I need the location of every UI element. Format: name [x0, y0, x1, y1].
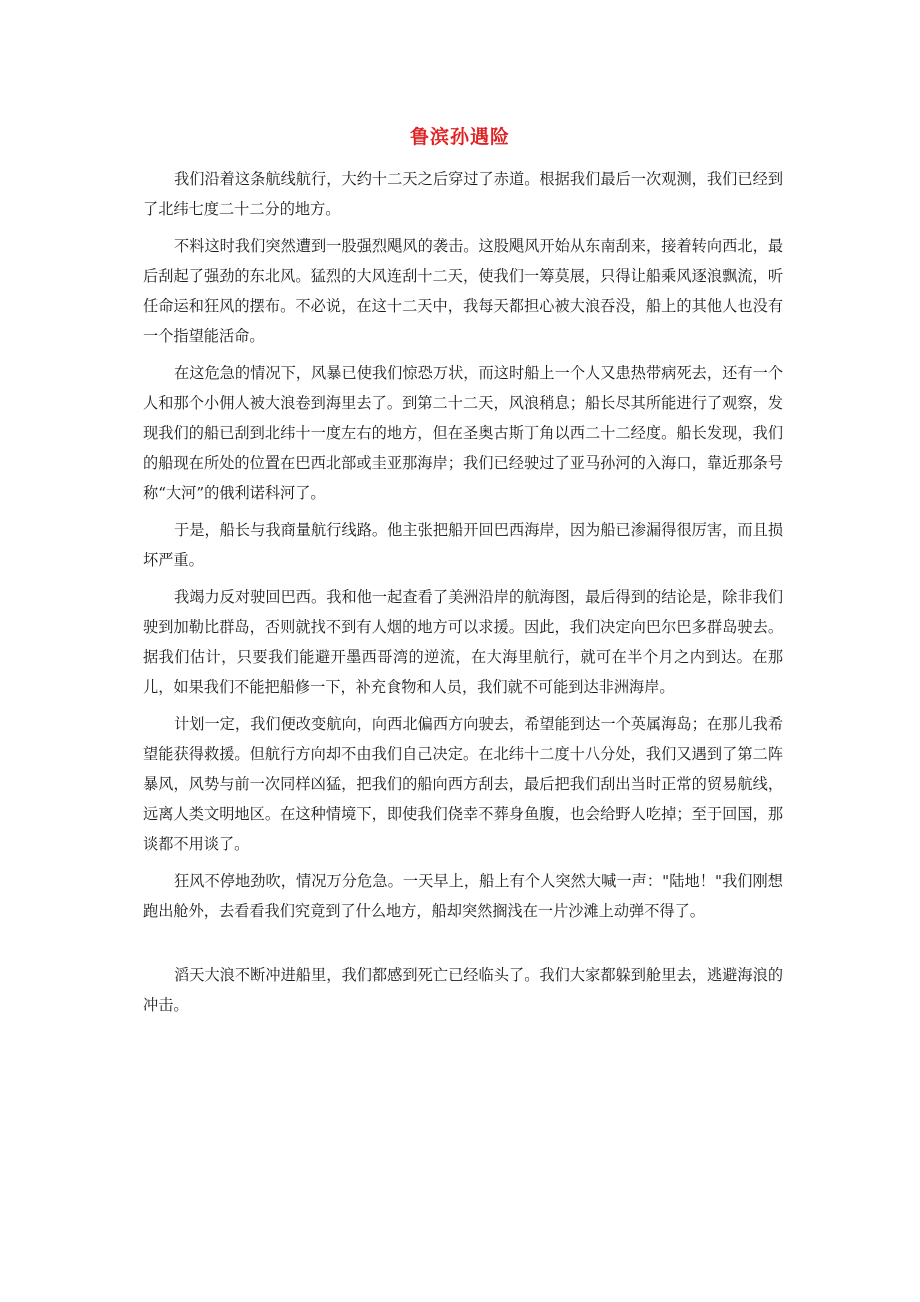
paragraph-8: 滔天大浪不断冲进船里，我们都感到死亡已经临头了。我们大家都躲到舱里去，逃避海浪的冲击。 — [143, 966, 783, 1014]
paragraph-3: 在这危急的情况下，风暴已使我们惊恐万状，而这时船上一个人又患热带病死去，还有一个人和那个小佣人被大浪卷到海里去了。到第二十二天，风浪稍息；船长尽其所能进行了观察，发现我们的船已刮到北纬十一度左右的地方，但在圣奥古斯丁角以西二十二经度。船长发现，我们的船现在所处的位置在巴西北部或圭亚那海岸；我们已经驶过了亚马孙河的入海口，靠近那条号称“大河”的俄利诺科河了。 — [143, 364, 783, 502]
document-body — [143, 164, 783, 1027]
paragraph-6: 计划一定，我们便改变航向，向西北偏西方向驶去，希望能到达一个英属海岛；在那儿我希望能获得救援。但航行方向却不由我们自己决定。在北纬十二度十八分处，我们又遇到了第二阵暴风，风势与前一次同样凶猛，把我们的船向西方刮去，最后把我们刮出当时正常的贸易航线，远离人类文明地区。在这种情境下，即使我们侥幸不葬身鱼腹，也会给野人吃掉；至于回国，那谈都不用谈了。 — [143, 715, 783, 853]
document-title: 鲁滨孙遇险 — [409, 126, 510, 148]
paragraph-5: 我竭力反对驶回巴西。我和他一起查看了美洲沿岸的航海图，最后得到的结论是，除非我们驶到加勒比群岛，否则就找不到有人烟的地方可以求援。因此，我们决定向巴尔巴多群岛驶去。据我们估计，只要我们能避开墨西哥湾的逆流，在大海里航行，就可在半个月之内到达。在那儿，如果我们不能把船修一下，补充食物和人员，我们就不可能到达非洲海岸。 — [143, 588, 783, 696]
paragraph-7: 狂风不停地劲吹，情况万分危急。一天早上，船上有个人突然大喊一声："陆地！"我们刚想跑出舱外，去看看我们究竟到了什么地方，船却突然搁浅在一片沙滩上动弹不得了。 — [143, 872, 783, 920]
paragraph-1: 我们沿着这条航线航行，大约十二天之后穿过了赤道。根据我们最后一次观测，我们已经到了北纬七度二十二分的地方。 — [143, 170, 783, 218]
paragraph-2: 不料这时我们突然遭到一股强烈飓风的袭击。这股飓风开始从东南刮来，接着转向西北，最后刮起了强劲的东北风。猛烈的大风连刮十二天，使我们一筹莫展，只得让船乘风逐浪飘流，听任命运和狂风的摆布。不必说，在这十二天中，我每天都担心被大浪吞没，船上的其他人也没有一个指望能活命。 — [143, 237, 783, 345]
paragraph-4: 于是，船长与我商量航行线路。他主张把船开回巴西海岸，因为船已渗漏得很厉害，而且损坏严重。 — [143, 521, 783, 569]
